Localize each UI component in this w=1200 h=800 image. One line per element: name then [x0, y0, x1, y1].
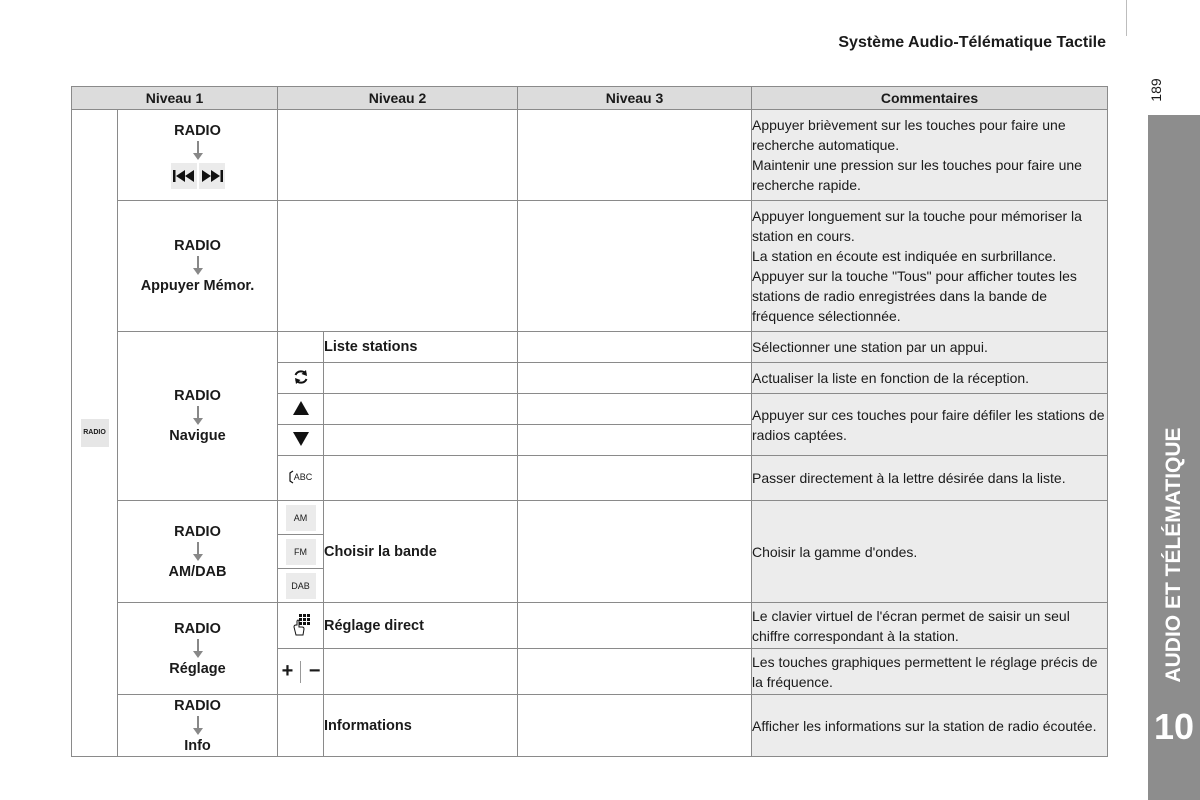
level3-empty	[518, 110, 752, 201]
arrow-down-connector-icon	[193, 639, 203, 659]
am-band-icon: AM	[286, 505, 316, 531]
arrow-down-connector-icon	[193, 141, 203, 161]
level1-label: RADIO	[174, 523, 221, 540]
table-row	[72, 110, 1108, 201]
level2-label: Informations	[324, 695, 518, 757]
level3-empty	[518, 456, 752, 501]
fm-band-icon: FM	[286, 539, 316, 565]
level3-empty	[518, 425, 752, 456]
level2-empty	[324, 394, 518, 425]
level1-sub-label: Navigue	[169, 428, 226, 444]
level2-empty	[324, 456, 518, 501]
level2-icon-cell	[278, 425, 324, 456]
arrow-down-icon	[293, 432, 309, 446]
chapter-number: 10	[1153, 706, 1195, 747]
radio-menu-table	[71, 86, 1108, 757]
level1-sub-label: Info	[184, 737, 211, 754]
chapter-label	[1148, 410, 1200, 700]
header-level2: Niveau 2	[278, 87, 518, 110]
level1-sub-label: Réglage	[169, 660, 226, 677]
level2-icon-cell	[278, 535, 324, 569]
radio-source-icon: RADIO	[81, 419, 109, 447]
level2-icon-cell	[278, 603, 324, 649]
comment-cell: Le clavier virtuel de l'écran permet de saisir un seul chiffre correspondant à la station.	[752, 603, 1108, 649]
comment-cell: Actualiser la liste en fonction de la réception.	[752, 363, 1108, 394]
level2-empty	[324, 363, 518, 394]
level3-empty	[518, 649, 752, 695]
comment-cell: Choisir la gamme d'ondes.	[752, 501, 1108, 603]
level2-icon-cell	[278, 569, 324, 603]
plus-minus-icon: + −	[281, 660, 321, 682]
comment-cell: Les touches graphiques permettent le réglage précis de la fréquence.	[752, 649, 1108, 695]
level2-icon-cell	[278, 695, 324, 757]
level2-icon-cell	[278, 363, 324, 394]
top-rule	[1126, 0, 1127, 36]
level2-empty	[278, 110, 518, 201]
arrow-down-connector-icon	[193, 716, 203, 736]
level2-icon-cell	[278, 501, 324, 535]
level2-label: Réglage direct	[324, 603, 518, 649]
table-row	[72, 501, 1108, 535]
arrow-up-icon	[293, 401, 309, 415]
comment-cell: Afficher les informations sur la station de radio écoutée.	[752, 695, 1108, 757]
comment-cell: Passer directement à la lettre désirée dans la liste.	[752, 456, 1108, 501]
table-row	[72, 332, 1108, 363]
arrow-down-connector-icon	[193, 542, 203, 562]
abc-icon-text: ABC	[293, 471, 313, 482]
level3-empty	[518, 363, 752, 394]
level1-cell	[118, 332, 278, 501]
level2-icon-cell	[278, 649, 324, 695]
table-row	[72, 201, 1108, 332]
seek-back-icon	[171, 163, 197, 189]
table-header-row	[72, 87, 1108, 110]
header-comments: Commentaires	[752, 87, 1108, 110]
table-row	[72, 695, 1108, 757]
keypad-icon	[290, 612, 312, 636]
level1-label: RADIO	[174, 388, 221, 404]
comment-cell: Appuyer longuement sur la touche pour mémoriser la station en cours. La station en écoute est indiquée en surbrillance. Appuyer sur la touche "Tous" pour afficher toutes les stations de radio enregistrées dans la bande de fréquence sélectionnée.	[752, 201, 1108, 332]
comment-cell: Appuyer sur ces touches pour faire défiler les stations de radios captées.	[752, 394, 1108, 456]
level1-cell	[118, 201, 278, 332]
level2-icon-cell	[278, 394, 324, 425]
comment-cell: Appuyer brièvement sur les touches pour faire une recherche automatique. Maintenir une pression sur les touches pour faire une recherche rapide.	[752, 110, 1108, 201]
level3-empty	[518, 501, 752, 603]
table-row	[72, 603, 1108, 649]
level3-empty	[518, 332, 752, 363]
level1-label: RADIO	[174, 697, 221, 714]
level3-empty	[518, 201, 752, 332]
level1-label: RADIO	[174, 123, 221, 139]
level2-empty	[324, 425, 518, 456]
level2-icon-cell	[278, 332, 324, 363]
seek-keys	[118, 163, 277, 189]
level1-cell	[118, 603, 278, 695]
level3-empty	[518, 603, 752, 649]
level2-label: Choisir la bande	[324, 501, 518, 603]
level2-empty	[324, 649, 518, 695]
header-title: Système Audio-Télématique Tactile	[838, 34, 1106, 51]
seek-forward-icon	[199, 163, 225, 189]
arrow-down-connector-icon	[193, 406, 203, 426]
level1-label: RADIO	[174, 620, 221, 637]
comment-cell: Sélectionner une station par un appui.	[752, 332, 1108, 363]
header-level3: Niveau 3	[518, 87, 752, 110]
level1-sub-label: AM/DAB	[168, 563, 227, 580]
level1-label: RADIO	[174, 238, 221, 254]
level1-cell	[118, 695, 278, 757]
level3-empty	[518, 695, 752, 757]
header-level1: Niveau 1	[72, 87, 278, 110]
refresh-icon	[292, 368, 310, 386]
chapter-label-text: AUDIO ET TÉLÉMATIQUE	[1162, 427, 1185, 683]
level1-sub-label: Appuyer Mémor.	[140, 278, 255, 294]
level2-icon-cell	[278, 456, 324, 501]
level1-cell	[118, 110, 278, 201]
arrow-down-connector-icon	[193, 256, 203, 276]
level2-label: Liste stations	[324, 332, 518, 363]
radio-badge-cell	[72, 110, 118, 757]
level2-empty	[278, 201, 518, 332]
dab-band-icon: DAB	[286, 573, 316, 599]
page-number	[1146, 76, 1166, 106]
level3-empty	[518, 394, 752, 425]
abc-icon	[289, 470, 313, 484]
page-number-text: 189	[1148, 78, 1164, 102]
level1-cell	[118, 501, 278, 603]
